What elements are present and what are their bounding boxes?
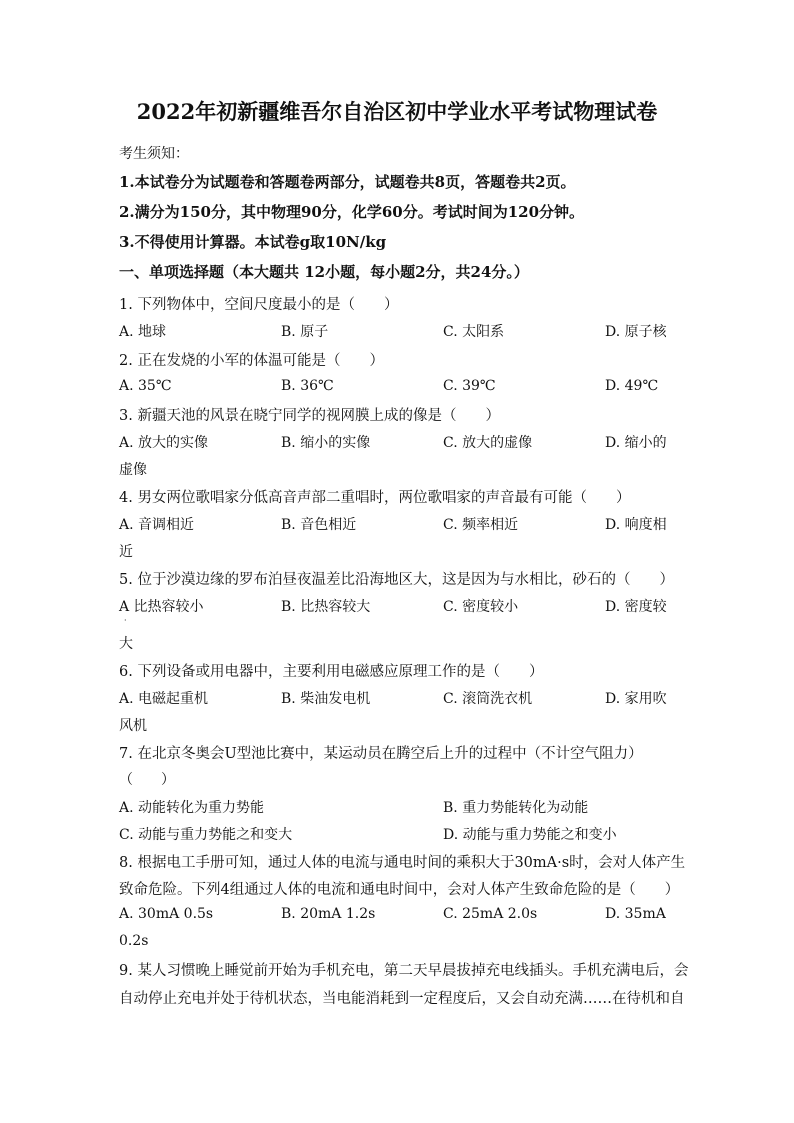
options-row-4 — [119, 514, 679, 534]
question-7: 7. 在北京冬奥会U型池比赛中，某运动员在腾空后上升的过程中（不计空气阻力） — [119, 746, 643, 762]
option-a: A. 动能转化为重力势能 — [119, 800, 265, 816]
options-row-6 — [119, 688, 679, 708]
option-a: A. 30mA 0.5s — [119, 906, 214, 922]
option-d: D. 35mA — [605, 906, 666, 922]
question-1: 1. 下列物体中，空间尺度最小的是（ ） — [119, 297, 399, 313]
option-d: D. 密度较 — [605, 599, 667, 615]
option-d: D. 缩小的 — [605, 435, 667, 451]
option-a: A. 音调相近 — [119, 517, 195, 533]
question-6: 6. 下列设备或用电器中，主要利用电磁感应原理工作的是（ ） — [119, 664, 544, 680]
question-5: 5. 位于沙漠边缘的罗布泊昼夜温差比沿海地区大，这是因为与水相比，砂石的（ ） — [119, 572, 674, 588]
option-a: A. 地球 — [119, 324, 167, 340]
option-b: B. 缩小的实像 — [281, 435, 371, 451]
options-row-7b — [119, 824, 679, 844]
option-b: B. 重力势能转化为动能 — [443, 800, 589, 816]
notice-item-2: 2.满分为150分，其中物理90分，化学60分。考试时间为120分钟。 — [119, 203, 585, 221]
option-b: B. 比热容较大 — [281, 599, 371, 615]
options-row-1 — [119, 321, 679, 341]
option-c: C. 频率相近 — [443, 517, 519, 533]
option-c: C. 放大的虚像 — [443, 435, 533, 451]
section-heading: 一、单项选择题（本大题共 12小题，每小题2分，共24分。） — [119, 263, 529, 281]
option-b: B. 20mA 1.2s — [281, 906, 376, 922]
options-row-2 — [119, 378, 679, 398]
option-a: A. 放大的实像 — [119, 435, 209, 451]
option-a: A. 电磁起重机 — [119, 691, 209, 707]
question-9-line-2: 自动停止充电并处于待机状态，当电能消耗到一定程度后，又会自动充满……在待机和自 — [119, 991, 685, 1007]
option-d: D. 动能与重力势能之和变小 — [443, 827, 617, 843]
exam-title: 2022年初新疆维吾尔自治区初中学业水平考试物理试卷 — [136, 99, 658, 124]
options-row-7a — [119, 797, 679, 817]
option-c: C. 密度较小 — [443, 599, 519, 615]
option-d-continuation: 0.2s — [119, 933, 149, 949]
options-row-8 — [119, 906, 679, 926]
option-b: B. 音色相近 — [281, 517, 357, 533]
option-d: D. 家用吹 — [605, 691, 667, 707]
option-d-continuation: 大 — [119, 636, 133, 652]
question-8-line-2: 致命危险。下列4组通过人体的电流和通电时间中，会对人体产生致命危险的是（ ） — [119, 882, 680, 898]
option-c: C. 动能与重力势能之和变大 — [119, 827, 293, 843]
option-a: A 比热容较小 — [119, 599, 204, 615]
question-4: 4. 男女两位歌唱家分低高音声部二重唱时，两位歌唱家的声音最有可能（ ） — [119, 490, 631, 506]
stray-dot: · — [124, 616, 127, 625]
option-a: A. 35℃ — [119, 378, 172, 394]
option-b: B. 柴油发电机 — [281, 691, 371, 707]
option-c: C. 太阳系 — [443, 324, 505, 340]
option-c: C. 滚筒洗衣机 — [443, 691, 533, 707]
option-d-continuation: 风机 — [119, 718, 147, 734]
question-8: 8. 根据电工手册可知，通过人体的电流与通电时间的乘积大于30mA·s时，会对人体产生 — [119, 855, 686, 871]
option-b: B. 36℃ — [281, 378, 334, 394]
notice-item-3: 3.不得使用计算器。本试卷g取10N/kg — [119, 233, 387, 251]
option-d-continuation: 近 — [119, 544, 133, 560]
options-row-5 — [119, 596, 679, 616]
option-b: B. 原子 — [281, 324, 329, 340]
option-d-continuation: 虚像 — [119, 462, 147, 478]
option-d: D. 响度相 — [605, 517, 667, 533]
question-9: 9. 某人习惯晚上睡觉前开始为手机充电，第二天早晨拔掉充电线插头。手机充满电后，会 — [119, 963, 689, 979]
question-2: 2. 正在发烧的小军的体温可能是（ ） — [119, 353, 384, 369]
notice-item-1: 1.本试卷分为试题卷和答题卷两部分，试题卷共8页，答题卷共2页。 — [119, 173, 576, 191]
option-c: C. 39℃ — [443, 378, 496, 394]
option-d: D. 49℃ — [605, 378, 659, 394]
notice-heading: 考生须知： — [119, 146, 189, 162]
option-c: C. 25mA 2.0s — [443, 906, 538, 922]
question-7-blank: （ ） — [119, 772, 175, 788]
question-3: 3. 新疆天池的风景在晓宁同学的视网膜上成的像是（ ） — [119, 408, 500, 424]
options-row-3 — [119, 432, 679, 452]
option-d: D. 原子核 — [605, 324, 667, 340]
